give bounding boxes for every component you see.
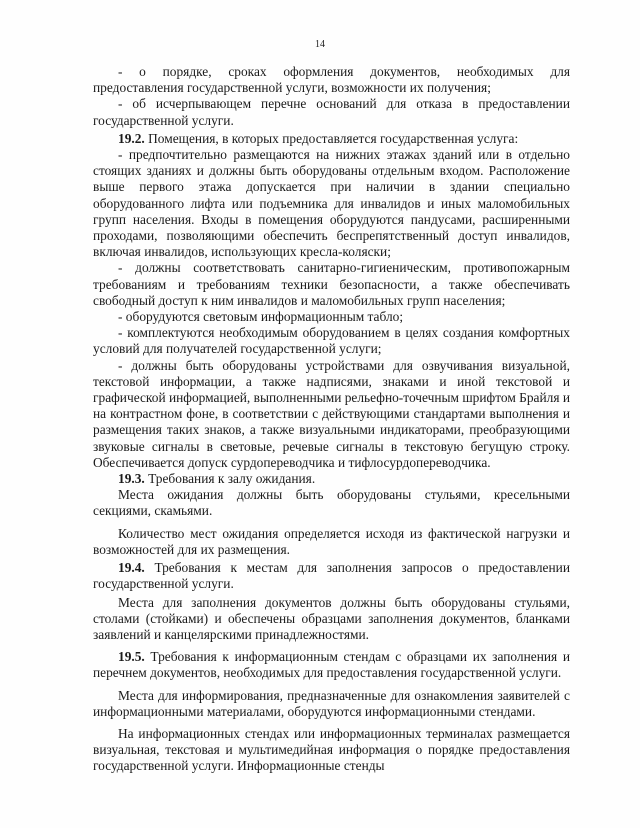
- paragraph-text: - должны соответствовать санитарно-гигиеническим, противопожарным требованиям и требованиям техники безопасности, а также обеспечивать свободный доступ к ним инвалидов и маломобильных групп населения;: [93, 260, 570, 308]
- paragraph-15: [93, 688, 570, 720]
- paragraph-16: [93, 726, 570, 775]
- paragraph-2: [93, 96, 570, 128]
- paragraph-text: Места для заполнения документов должны быть оборудованы стульями, столами (стойками) и обеспечены образцами заполнения документов, бланками заявлений и канцелярскими принадлежностями.: [93, 594, 570, 642]
- paragraph-4: [93, 147, 570, 260]
- paragraph-text: Требования к залу ожидания.: [144, 471, 316, 487]
- paragraph-text: - о порядке, сроках оформления документов, необходимых для предоставления государственной услуги, возможности их получения;: [93, 64, 570, 96]
- paragraph-1: [93, 64, 570, 96]
- paragraph-8: [93, 358, 570, 471]
- paragraph-text: - об исчерпывающем перечне оснований для отказа в предоставлении государственной услуги.: [93, 96, 570, 128]
- page-number: 14: [315, 39, 325, 50]
- paragraph-6: [93, 309, 570, 325]
- paragraph-5: [93, 260, 570, 309]
- paragraph-12: [93, 560, 570, 592]
- paragraph-9: [93, 471, 570, 487]
- paragraph-7: [93, 325, 570, 357]
- paragraph-text: Места для информирования, предназначенные для ознакомления заявителей с информационными материалами, оборудуются информационными стендами.: [93, 687, 570, 719]
- section-number: 19.3.: [118, 471, 145, 487]
- paragraph-13: [93, 595, 570, 644]
- paragraph-text: - комплектуются необходимым оборудованием в целях создания комфортных условий для получателей государственной услуги;: [93, 325, 570, 357]
- section-number: 19.4.: [118, 560, 145, 576]
- paragraph-text: - оборудуются световым информационным табло;: [118, 309, 404, 325]
- paragraph-11: [93, 526, 570, 558]
- paragraph-text: - должны быть оборудованы устройствами для озвучивания визуальной, текстовой информации, а также надписями, знаками и иной текстовой и графической информацией, выполненными рельефно-точечным шрифтом Брайля и на контрастном фоне, в соответствии с действующими стандартами выполнения и размещения таких знаков, а также визуальными индикаторами, преобразующими звуковые сигналы в световые, речевые сигналы в текстовую бегущую строку. Обеспечивается допуск сурдопереводчика и тифлосурдопереводчика.: [93, 357, 570, 470]
- paragraph-text: Требования к информационным стендам с образцами их заполнения и перечнем документов, необходимых для предоставления государственной услуги.: [93, 649, 570, 681]
- paragraph-text: Помещения, в которых предоставляется государственная услуга:: [144, 130, 519, 146]
- section-number: 19.2.: [118, 130, 145, 146]
- paragraph-14: [93, 649, 570, 681]
- paragraph-text: Количество мест ожидания определяется исходя из фактической нагрузки и возможностей для их размещения.: [93, 525, 570, 557]
- paragraph-text: - предпочтительно размещаются на нижних этажах зданий или в отдельно стоящих зданиях и должны быть оборудованы отдельным входом. Расположение выше первого этажа допускается при наличии в здании специально оборудованного лифта или подъемника для инвалидов и иных маломобильных групп населения. Входы в помещения оборудуются пандусами, расширенными проходами, позволяющими обеспечить беспрепятственный доступ инвалидов, включая инвалидов, использующих кресла-коляски;: [93, 147, 570, 260]
- document-body: [93, 64, 570, 775]
- section-number: 19.5.: [118, 649, 145, 665]
- paragraph-3: [93, 131, 570, 147]
- paragraph-text: Места ожидания должны быть оборудованы стульями, кресельными секциями, скамьями.: [93, 487, 570, 519]
- paragraph-text: Требования к местам для заполнения запросов о предоставлении государственной услуги.: [93, 560, 570, 592]
- paragraph-text: На информационных стендах или информационных терминалах размещается визуальная, текстовая и мультимедийная информация о порядке предоставления государственной услуги. Информационные стенды: [93, 725, 570, 774]
- paragraph-10: [93, 487, 570, 519]
